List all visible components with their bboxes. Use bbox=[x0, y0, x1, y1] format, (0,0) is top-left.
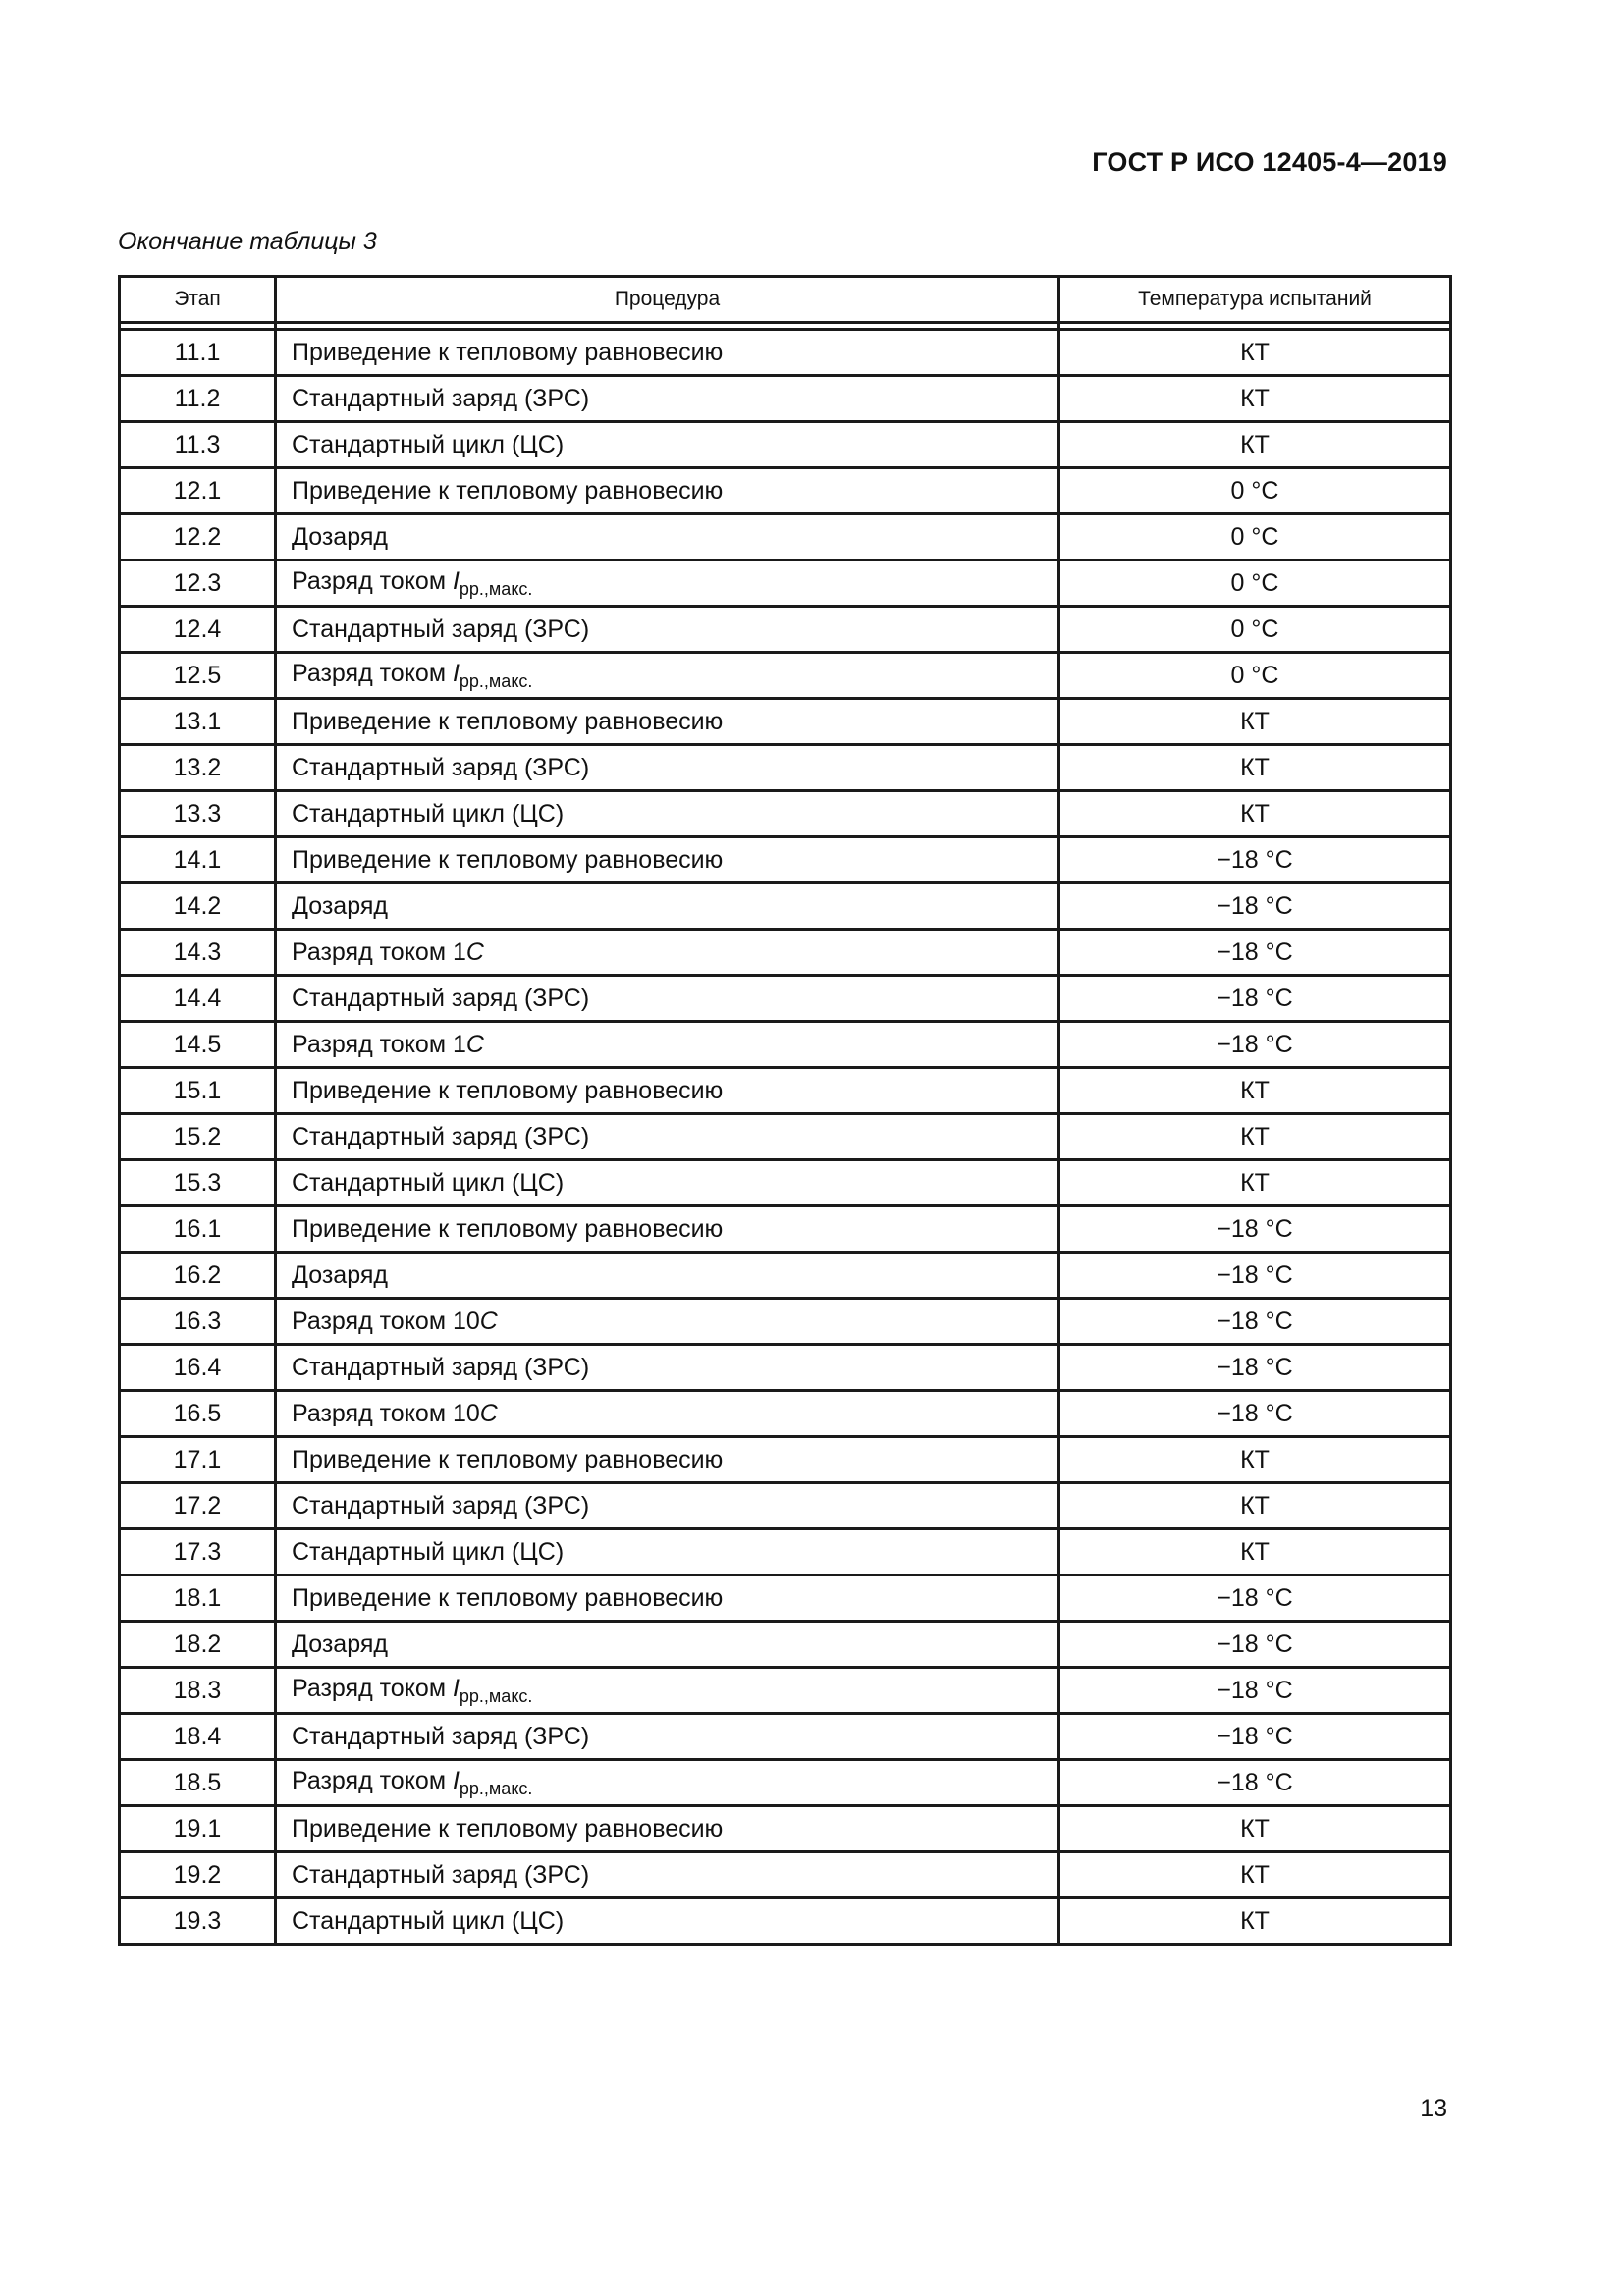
table-row bbox=[120, 791, 1451, 837]
procedure-cell bbox=[276, 653, 1059, 699]
procedure-cell bbox=[276, 1299, 1059, 1345]
table-row bbox=[120, 1668, 1451, 1714]
procedure-text: Стандартный заряд (ЗРС) bbox=[292, 1860, 590, 1889]
procedure-text: Приведение к тепловому равновесию bbox=[292, 1814, 724, 1842]
page-number: 13 bbox=[1420, 2095, 1447, 2122]
procedure-cell bbox=[276, 1391, 1059, 1437]
stage-cell: 17.1 bbox=[120, 1437, 276, 1483]
current-symbol: C bbox=[479, 1307, 498, 1335]
table-row bbox=[120, 1852, 1451, 1898]
procedure-cell bbox=[276, 1898, 1059, 1945]
stage-cell: 11.3 bbox=[120, 422, 276, 468]
temperature-cell: КТ bbox=[1059, 1437, 1451, 1483]
procedure-text: Разряд током bbox=[292, 1766, 453, 1794]
procedure-text: Приведение к тепловому равновесию bbox=[292, 338, 724, 366]
procedure-cell bbox=[276, 791, 1059, 837]
test-procedure-table bbox=[118, 275, 1452, 1946]
temperature-cell: КТ bbox=[1059, 699, 1451, 745]
stage-cell: 14.3 bbox=[120, 930, 276, 976]
procedure-cell bbox=[276, 1668, 1059, 1714]
temperature-cell: КТ bbox=[1059, 1114, 1451, 1160]
procedure-text: Стандартный заряд (ЗРС) bbox=[292, 1353, 590, 1381]
procedure-cell bbox=[276, 1206, 1059, 1253]
procedure-cell bbox=[276, 1483, 1059, 1529]
temperature-cell: КТ bbox=[1059, 745, 1451, 791]
procedure-text: Стандартный заряд (ЗРС) bbox=[292, 1722, 590, 1750]
procedure-text: Разряд током bbox=[292, 659, 453, 687]
current-symbol: C bbox=[465, 937, 484, 966]
procedure-text: Приведение к тепловому равновесию bbox=[292, 1214, 724, 1243]
temperature-cell: 0 °C bbox=[1059, 468, 1451, 514]
table-row bbox=[120, 976, 1451, 1022]
stage-cell: 18.1 bbox=[120, 1575, 276, 1622]
temperature-cell: −18 °C bbox=[1059, 1668, 1451, 1714]
procedure-cell bbox=[276, 1345, 1059, 1391]
procedure-text: Дозаряд bbox=[292, 522, 388, 551]
procedure-text: Приведение к тепловому равновесию bbox=[292, 845, 724, 874]
temperature-cell: 0 °C bbox=[1059, 653, 1451, 699]
table-row bbox=[120, 1068, 1451, 1114]
procedure-text: Стандартный цикл (ЦС) bbox=[292, 1537, 565, 1566]
procedure-text: Приведение к тепловому равновесию bbox=[292, 476, 724, 505]
table-body bbox=[120, 323, 1451, 1945]
column-header-procedure: Процедура bbox=[276, 277, 1059, 323]
stage-cell: 17.2 bbox=[120, 1483, 276, 1529]
table-row bbox=[120, 699, 1451, 745]
procedure-text: Стандартный заряд (ЗРС) bbox=[292, 753, 590, 781]
column-header-stage: Этап bbox=[120, 277, 276, 323]
stage-cell: 15.1 bbox=[120, 1068, 276, 1114]
temperature-cell: −18 °C bbox=[1059, 837, 1451, 883]
procedure-text: Разряд током bbox=[292, 1674, 453, 1702]
column-header-temperature: Температура испытаний bbox=[1059, 277, 1451, 323]
stage-cell: 15.2 bbox=[120, 1114, 276, 1160]
procedure-cell bbox=[276, 883, 1059, 930]
procedure-cell bbox=[276, 1852, 1059, 1898]
current-symbol: I bbox=[452, 566, 460, 595]
temperature-cell: КТ bbox=[1059, 1898, 1451, 1945]
stage-cell: 16.2 bbox=[120, 1253, 276, 1299]
stage-cell: 18.4 bbox=[120, 1714, 276, 1760]
stage-cell: 14.1 bbox=[120, 837, 276, 883]
procedure-text: Дозаряд bbox=[292, 1629, 388, 1658]
table-row bbox=[120, 653, 1451, 699]
procedure-text: Стандартный заряд (ЗРС) bbox=[292, 384, 590, 412]
stage-cell: 16.4 bbox=[120, 1345, 276, 1391]
table-row bbox=[120, 1806, 1451, 1852]
stage-cell: 16.3 bbox=[120, 1299, 276, 1345]
procedure-cell bbox=[276, 422, 1059, 468]
temperature-cell: 0 °C bbox=[1059, 607, 1451, 653]
temperature-cell: −18 °C bbox=[1059, 1575, 1451, 1622]
stage-cell: 16.5 bbox=[120, 1391, 276, 1437]
procedure-cell bbox=[276, 745, 1059, 791]
procedure-cell bbox=[276, 1806, 1059, 1852]
procedure-text: Стандартный цикл (ЦС) bbox=[292, 430, 565, 458]
temperature-cell: −18 °C bbox=[1059, 1022, 1451, 1068]
table-caption: Окончание таблицы 3 bbox=[118, 228, 377, 255]
temperature-cell: КТ bbox=[1059, 1483, 1451, 1529]
table-row bbox=[120, 330, 1451, 376]
current-symbol: I bbox=[452, 659, 460, 687]
stage-cell: 16.1 bbox=[120, 1206, 276, 1253]
procedure-text: Стандартный заряд (ЗРС) bbox=[292, 614, 590, 643]
stage-cell: 12.2 bbox=[120, 514, 276, 561]
procedure-text: Стандартный цикл (ЦС) bbox=[292, 1906, 565, 1935]
temperature-cell: 0 °C bbox=[1059, 514, 1451, 561]
temperature-cell: КТ bbox=[1059, 1852, 1451, 1898]
procedure-cell bbox=[276, 330, 1059, 376]
current-symbol: C bbox=[465, 1030, 484, 1058]
current-subscript: рр.,макс. bbox=[459, 1778, 533, 1798]
stage-cell: 12.5 bbox=[120, 653, 276, 699]
procedure-text: Приведение к тепловому равновесию bbox=[292, 707, 724, 735]
temperature-cell: КТ bbox=[1059, 1806, 1451, 1852]
procedure-cell bbox=[276, 376, 1059, 422]
temperature-cell: −18 °C bbox=[1059, 1714, 1451, 1760]
procedure-cell bbox=[276, 1575, 1059, 1622]
table-row bbox=[120, 1622, 1451, 1668]
temperature-cell: 0 °C bbox=[1059, 561, 1451, 607]
procedure-cell bbox=[276, 1114, 1059, 1160]
temperature-cell: −18 °C bbox=[1059, 1391, 1451, 1437]
temperature-cell: КТ bbox=[1059, 791, 1451, 837]
table-row bbox=[120, 1391, 1451, 1437]
procedure-text: Стандартный цикл (ЦС) bbox=[292, 799, 565, 828]
table-row bbox=[120, 1714, 1451, 1760]
table-row bbox=[120, 837, 1451, 883]
table-row bbox=[120, 1898, 1451, 1945]
current-subscript: рр.,макс. bbox=[459, 578, 533, 599]
current-subscript: рр.,макс. bbox=[459, 1685, 533, 1706]
table-row bbox=[120, 422, 1451, 468]
procedure-cell bbox=[276, 561, 1059, 607]
table-row bbox=[120, 1760, 1451, 1806]
procedure-text: Приведение к тепловому равновесию bbox=[292, 1583, 724, 1612]
header-separator-cell bbox=[120, 323, 276, 330]
table-row bbox=[120, 1299, 1451, 1345]
stage-cell: 18.5 bbox=[120, 1760, 276, 1806]
procedure-cell bbox=[276, 1622, 1059, 1668]
table-row bbox=[120, 1022, 1451, 1068]
stage-cell: 19.3 bbox=[120, 1898, 276, 1945]
procedure-text: Дозаряд bbox=[292, 1260, 388, 1289]
table-row bbox=[120, 1206, 1451, 1253]
stage-cell: 17.3 bbox=[120, 1529, 276, 1575]
procedure-text: Стандартный заряд (ЗРС) bbox=[292, 984, 590, 1012]
procedure-text: Разряд током 1 bbox=[292, 1030, 466, 1058]
procedure-text: Дозаряд bbox=[292, 891, 388, 920]
table-row bbox=[120, 883, 1451, 930]
procedure-text: Стандартный заряд (ЗРС) bbox=[292, 1491, 590, 1520]
procedure-cell bbox=[276, 514, 1059, 561]
stage-cell: 19.2 bbox=[120, 1852, 276, 1898]
document-code-header: ГОСТ Р ИСО 12405-4—2019 bbox=[1092, 147, 1447, 177]
temperature-cell: −18 °C bbox=[1059, 883, 1451, 930]
procedure-cell bbox=[276, 699, 1059, 745]
table-row bbox=[120, 468, 1451, 514]
procedure-cell bbox=[276, 468, 1059, 514]
stage-cell: 12.4 bbox=[120, 607, 276, 653]
temperature-cell: −18 °C bbox=[1059, 1760, 1451, 1806]
header-separator-row bbox=[120, 323, 1451, 330]
procedure-cell bbox=[276, 930, 1059, 976]
stage-cell: 13.3 bbox=[120, 791, 276, 837]
table-row bbox=[120, 1345, 1451, 1391]
stage-cell: 13.2 bbox=[120, 745, 276, 791]
procedure-text: Приведение к тепловому равновесию bbox=[292, 1076, 724, 1104]
header-separator-cell bbox=[276, 323, 1059, 330]
temperature-cell: КТ bbox=[1059, 376, 1451, 422]
temperature-cell: КТ bbox=[1059, 422, 1451, 468]
procedure-cell bbox=[276, 1437, 1059, 1483]
test-procedure-table-container bbox=[118, 275, 1449, 1946]
temperature-cell: −18 °C bbox=[1059, 976, 1451, 1022]
procedure-text: Разряд током bbox=[292, 566, 453, 595]
procedure-text: Стандартный заряд (ЗРС) bbox=[292, 1122, 590, 1150]
temperature-cell: −18 °C bbox=[1059, 1622, 1451, 1668]
temperature-cell: −18 °C bbox=[1059, 930, 1451, 976]
stage-cell: 14.4 bbox=[120, 976, 276, 1022]
temperature-cell: −18 °C bbox=[1059, 1253, 1451, 1299]
table-row bbox=[120, 561, 1451, 607]
temperature-cell: −18 °C bbox=[1059, 1299, 1451, 1345]
temperature-cell: −18 °C bbox=[1059, 1206, 1451, 1253]
table-row bbox=[120, 1437, 1451, 1483]
procedure-cell bbox=[276, 1760, 1059, 1806]
procedure-text: Разряд током 10 bbox=[292, 1399, 480, 1427]
temperature-cell: КТ bbox=[1059, 1160, 1451, 1206]
table-row bbox=[120, 1253, 1451, 1299]
stage-cell: 18.2 bbox=[120, 1622, 276, 1668]
stage-cell: 15.3 bbox=[120, 1160, 276, 1206]
current-symbol: I bbox=[452, 1674, 460, 1702]
table-row bbox=[120, 1160, 1451, 1206]
stage-cell: 12.1 bbox=[120, 468, 276, 514]
table-row bbox=[120, 376, 1451, 422]
stage-cell: 18.3 bbox=[120, 1668, 276, 1714]
table-row bbox=[120, 745, 1451, 791]
stage-cell: 19.1 bbox=[120, 1806, 276, 1852]
procedure-cell bbox=[276, 837, 1059, 883]
table-row bbox=[120, 1483, 1451, 1529]
table-row bbox=[120, 1114, 1451, 1160]
stage-cell: 12.3 bbox=[120, 561, 276, 607]
current-subscript: рр.,макс. bbox=[459, 670, 533, 691]
current-symbol: I bbox=[452, 1766, 460, 1794]
procedure-text: Приведение к тепловому равновесию bbox=[292, 1445, 724, 1473]
temperature-cell: КТ bbox=[1059, 1068, 1451, 1114]
procedure-text: Разряд током 10 bbox=[292, 1307, 480, 1335]
temperature-cell: КТ bbox=[1059, 330, 1451, 376]
current-symbol: C bbox=[479, 1399, 498, 1427]
table-row bbox=[120, 607, 1451, 653]
procedure-cell bbox=[276, 1253, 1059, 1299]
stage-cell: 11.2 bbox=[120, 376, 276, 422]
stage-cell: 11.1 bbox=[120, 330, 276, 376]
temperature-cell: КТ bbox=[1059, 1529, 1451, 1575]
table-row bbox=[120, 1529, 1451, 1575]
procedure-cell bbox=[276, 1714, 1059, 1760]
stage-cell: 14.2 bbox=[120, 883, 276, 930]
procedure-text: Разряд током 1 bbox=[292, 937, 466, 966]
header-separator-cell bbox=[1059, 323, 1451, 330]
table-row bbox=[120, 930, 1451, 976]
stage-cell: 13.1 bbox=[120, 699, 276, 745]
procedure-text: Стандартный цикл (ЦС) bbox=[292, 1168, 565, 1197]
procedure-cell bbox=[276, 976, 1059, 1022]
table-row bbox=[120, 514, 1451, 561]
table-row bbox=[120, 1575, 1451, 1622]
procedure-cell bbox=[276, 607, 1059, 653]
temperature-cell: −18 °C bbox=[1059, 1345, 1451, 1391]
procedure-cell bbox=[276, 1022, 1059, 1068]
procedure-cell bbox=[276, 1160, 1059, 1206]
stage-cell: 14.5 bbox=[120, 1022, 276, 1068]
procedure-cell bbox=[276, 1529, 1059, 1575]
table-header-row bbox=[120, 277, 1451, 323]
procedure-cell bbox=[276, 1068, 1059, 1114]
